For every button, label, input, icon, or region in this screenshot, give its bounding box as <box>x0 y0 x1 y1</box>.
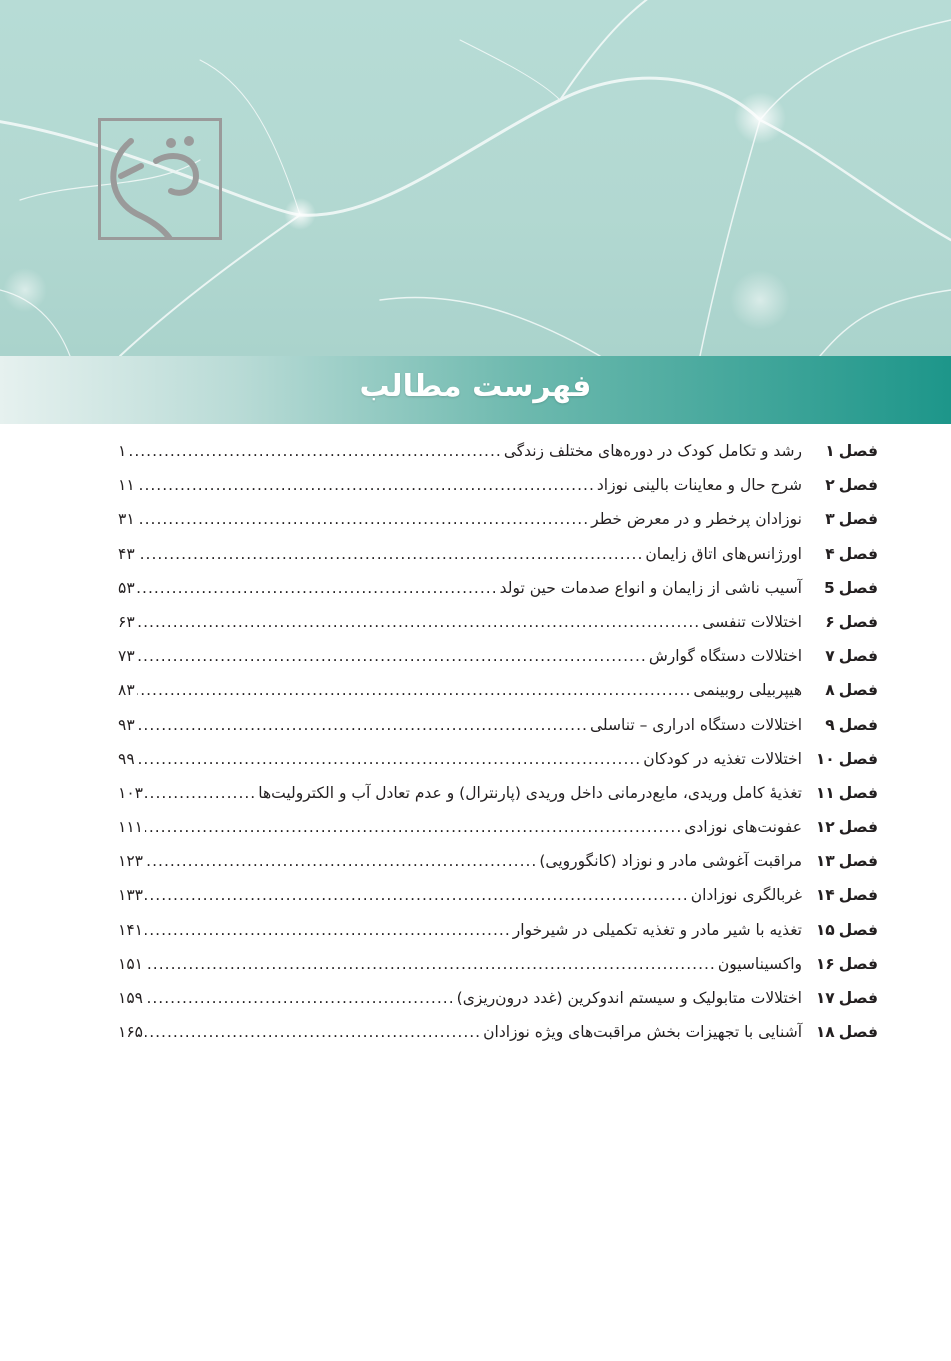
page-number: ۱ <box>118 442 127 460</box>
page-number: ۳۱ <box>118 510 135 529</box>
chapter-title: واکسیناسیون <box>717 954 802 973</box>
chapter-title: مراقبت آغوشی مادر و نوزاد (کانگورویی) <box>539 852 802 871</box>
toc-row[interactable] <box>118 852 878 886</box>
dot-leader <box>137 750 642 768</box>
chapter-number: ۳ <box>825 510 835 529</box>
chapter-word: فصل <box>838 612 878 631</box>
chapter-label <box>802 1023 878 1041</box>
chapter-label <box>802 442 878 460</box>
dot-leader <box>137 579 498 597</box>
page-number: ۱۲۳ <box>118 852 143 871</box>
chapter-number: ۱۱ <box>815 783 835 802</box>
chapter-number: ۷ <box>825 647 835 666</box>
chapter-number: ۱۶ <box>815 954 835 973</box>
publisher-logo <box>98 118 222 240</box>
chapter-word: فصل <box>838 989 878 1007</box>
chapter-label <box>802 750 878 768</box>
toc-row[interactable] <box>118 818 878 852</box>
dot-leader <box>137 716 588 734</box>
page-number: ۱۱۱ <box>118 818 143 837</box>
toc-row[interactable] <box>118 784 878 818</box>
logo-mark-icon <box>101 121 219 237</box>
page-number: ۶۳ <box>118 612 135 631</box>
chapter-title: غربالگری نوزادان <box>690 886 802 905</box>
dot-leader <box>145 818 682 836</box>
chapter-number: ۱۰ <box>815 749 835 768</box>
chapter-number: ۱۷ <box>815 989 835 1007</box>
chapter-label <box>802 886 878 904</box>
chapter-word: فصل <box>838 852 878 871</box>
toc-row[interactable] <box>118 510 878 544</box>
chapter-number: ۱۴ <box>815 886 835 905</box>
chapter-number: ۱۵ <box>815 920 835 939</box>
chapter-number: ۱۳ <box>815 852 835 871</box>
chapter-label <box>802 955 878 973</box>
dot-leader <box>137 681 692 699</box>
toc-row[interactable] <box>118 955 878 989</box>
page-number: ۱۶۵ <box>118 1023 143 1042</box>
chapter-number: ۴ <box>825 544 835 563</box>
chapter-title: اختلالات دستگاه گوارش <box>648 647 802 666</box>
chapter-word: فصل <box>838 1023 878 1042</box>
chapter-word: فصل <box>838 681 878 700</box>
toc-row[interactable] <box>118 442 878 476</box>
chapter-word: فصل <box>838 715 878 734</box>
chapter-label <box>802 818 878 836</box>
table-of-contents <box>118 442 878 1057</box>
dot-leader <box>145 852 537 870</box>
dot-leader <box>137 510 589 528</box>
toc-row[interactable] <box>118 886 878 920</box>
page-number: ۱۴۱ <box>118 920 143 939</box>
dot-leader <box>145 921 511 939</box>
chapter-title: اختلالات متابولیک و سیستم اندوکرین (غدد درون‌ریزی) <box>456 989 802 1007</box>
chapter-label <box>802 545 878 563</box>
page-number: ۷۳ <box>118 647 135 666</box>
toc-row[interactable] <box>118 989 878 1023</box>
chapter-title: اختلالات تغذیه در کودکان <box>643 749 802 768</box>
dot-leader <box>130 442 502 460</box>
chapter-word: فصل <box>838 476 878 495</box>
chapter-title: شرح حال و معاینات بالینی نوزاد <box>596 476 802 495</box>
toc-row[interactable] <box>118 716 878 750</box>
page-number: ۹۹ <box>118 749 135 768</box>
toc-row[interactable] <box>118 750 878 784</box>
chapter-title: اورژانس‌های اتاق زایمان <box>645 544 802 563</box>
chapter-label <box>802 476 878 494</box>
chapter-label <box>802 613 878 631</box>
chapter-word: فصل <box>838 749 878 768</box>
title-band <box>0 356 951 424</box>
chapter-title: اختلالات دستگاه ادراری – تناسلی <box>589 715 802 734</box>
chapter-number: ۱۸ <box>815 1023 835 1042</box>
page-number: ۸۳ <box>118 681 135 700</box>
chapter-number: ۸ <box>825 681 835 700</box>
chapter-title: آشنایی با تجهیزات بخش مراقبت‌های ویژه نوزادان <box>483 1023 802 1042</box>
toc-row[interactable] <box>118 579 878 613</box>
toc-row[interactable] <box>118 647 878 681</box>
chapter-number: ۲ <box>825 476 835 495</box>
toc-row[interactable] <box>118 613 878 647</box>
dot-leader <box>145 989 455 1007</box>
chapter-title: اختلالات تنفسی <box>702 612 802 631</box>
chapter-label <box>802 510 878 528</box>
chapter-number: ۶ <box>825 612 835 631</box>
chapter-word: فصل <box>838 578 878 597</box>
toc-row[interactable] <box>118 1023 878 1057</box>
page-number: ۱۳۳ <box>118 886 143 905</box>
chapter-word: فصل <box>838 510 878 529</box>
chapter-number: ۱ <box>825 442 835 460</box>
chapter-title: عفونت‌های نوزادی <box>684 818 802 837</box>
chapter-title: نوزادان پرخطر و در معرض خطر <box>591 510 802 529</box>
chapter-label <box>802 647 878 665</box>
toc-row[interactable] <box>118 476 878 510</box>
chapter-label <box>802 852 878 870</box>
page-number: ۵۳ <box>118 578 135 597</box>
chapter-title: رشد و تکامل کودک در دوره‌های مختلف زندگی <box>503 442 802 460</box>
chapter-word: فصل <box>838 647 878 666</box>
chapter-number: ۹ <box>825 715 835 734</box>
chapter-title: تغذیه با شیر مادر و تغذیه تکمیلی در شیرخوار <box>512 920 802 939</box>
dot-leader <box>137 613 701 631</box>
page-number: ۹۳ <box>118 715 135 734</box>
toc-row[interactable] <box>118 681 878 715</box>
page-number: ۱۵۱ <box>118 954 143 973</box>
chapter-title: آسیب ناشی از زایمان و انواع صدمات حین تولد <box>499 578 802 597</box>
chapter-label <box>802 579 878 597</box>
chapter-title: تغذیهٔ کامل وریدی، مایع‌درمانی داخل وریدی (پارنترال) و عدم تعادل آب و الکترولیت‌ها <box>258 783 802 802</box>
chapter-word: فصل <box>838 818 878 837</box>
chapter-word: فصل <box>838 783 878 802</box>
toc-row[interactable] <box>118 921 878 955</box>
dot-leader <box>137 647 647 665</box>
chapter-word: فصل <box>838 920 878 939</box>
dot-leader <box>137 476 595 494</box>
dot-leader <box>145 886 689 904</box>
chapter-label <box>802 989 878 1007</box>
chapter-word: فصل <box>838 886 878 905</box>
chapter-title: هیپربیلی روبینمی <box>693 681 802 700</box>
dot-leader <box>137 545 644 563</box>
chapter-number: ۱۲ <box>815 818 835 837</box>
page-number: ۴۳ <box>118 544 135 563</box>
dot-leader <box>145 784 256 802</box>
dot-leader <box>145 1023 481 1041</box>
chapter-word: فصل <box>838 954 878 973</box>
header-neuron-image <box>0 0 951 356</box>
page-number: ۱۵۹ <box>118 989 143 1007</box>
dot-leader <box>145 955 716 973</box>
page-number: ۱۱ <box>118 476 135 495</box>
page-number: ۱۰۳ <box>118 783 143 802</box>
chapter-label <box>802 784 878 802</box>
chapter-label <box>802 681 878 699</box>
chapter-word: فصل <box>838 442 878 460</box>
page-title: فهرست مطالب <box>359 369 592 404</box>
toc-row[interactable] <box>118 545 878 579</box>
chapter-label <box>802 921 878 939</box>
chapter-label <box>802 716 878 734</box>
chapter-word: فصل <box>838 544 878 563</box>
chapter-number: 5 <box>823 578 835 597</box>
